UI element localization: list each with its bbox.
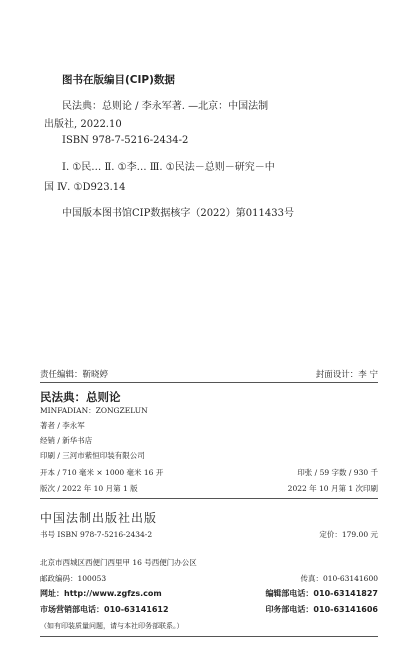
printing-phone: 印务部电话：010-63141606 (265, 605, 378, 614)
responsible-editor: 责任编辑：靳晓婷 (40, 370, 109, 380)
cip-record-number: 中国版本图书馆CIP数据核字（2022）第011433号 (62, 208, 294, 219)
editorial-phone: 编辑部电话：010-63141827 (265, 589, 378, 598)
distributor-info: 经销 / 新华书店 (40, 436, 93, 445)
cip-heading: 图书在版编目(CIP)数据 (62, 74, 175, 86)
cip-line-5: 国 Ⅳ. ①D923.14 (44, 182, 126, 193)
format-info: 开本 / 710 毫米 × 1000 毫米 16 开 (40, 468, 164, 477)
sheets-info: 印张 / 59 字数 / 930 千 (297, 468, 378, 477)
website-row (40, 588, 378, 599)
cip-line-1: 民法典：总则论 / 李永军著. —北京：中国法制 (62, 101, 269, 112)
printing-info: 2022 年 10 月第 1 次印刷 (287, 484, 378, 493)
website: 网址：http://www.zgfzs.com (40, 589, 162, 598)
divider-middle (40, 498, 378, 499)
cover-designer: 封面设计：李 宁 (315, 370, 378, 380)
edition-row (40, 483, 378, 494)
author-info: 著者 / 李永军 (40, 421, 85, 430)
price: 定价：179.00 元 (319, 530, 378, 539)
cip-line-2: 出版社, 2022.10 (44, 119, 122, 130)
book-title-pinyin: MINFADIAN：ZONGZELUN (40, 406, 148, 415)
book-title: 民法典：总则论 (40, 390, 121, 404)
postcode-row (40, 573, 378, 584)
fax: 传真：010-63141600 (300, 574, 378, 583)
credits-row (40, 368, 378, 380)
book-number: 书号 ISBN 978-7-5216-2434-2 (40, 530, 153, 539)
divider-bottom (40, 636, 378, 637)
quality-notice: （如有印装质量问题，请与本社印务部联系。） (40, 622, 184, 630)
publisher-name: 中国法制出版社出版 (40, 511, 158, 525)
postcode: 邮政编码：100053 (40, 574, 107, 583)
publisher-address: 北京市西城区西便门西里甲 16 号西便门办公区 (40, 558, 197, 567)
printer-info: 印刷 / 三河市紫恒印装有限公司 (40, 451, 145, 460)
marketing-phone: 市场营销部电话：010-63141612 (40, 605, 169, 614)
format-row (40, 467, 378, 478)
edition-info: 版次 / 2022 年 10 月第 1 版 (40, 484, 138, 493)
cip-line-4: Ⅰ. ①民… Ⅱ. ①李… Ⅲ. ①民法－总则－研究－中 (62, 162, 275, 173)
book-number-row (40, 529, 378, 540)
cip-line-3: ISBN 978-7-5216-2434-2 (62, 135, 189, 146)
divider-top (40, 382, 378, 383)
phone-row (40, 604, 378, 615)
